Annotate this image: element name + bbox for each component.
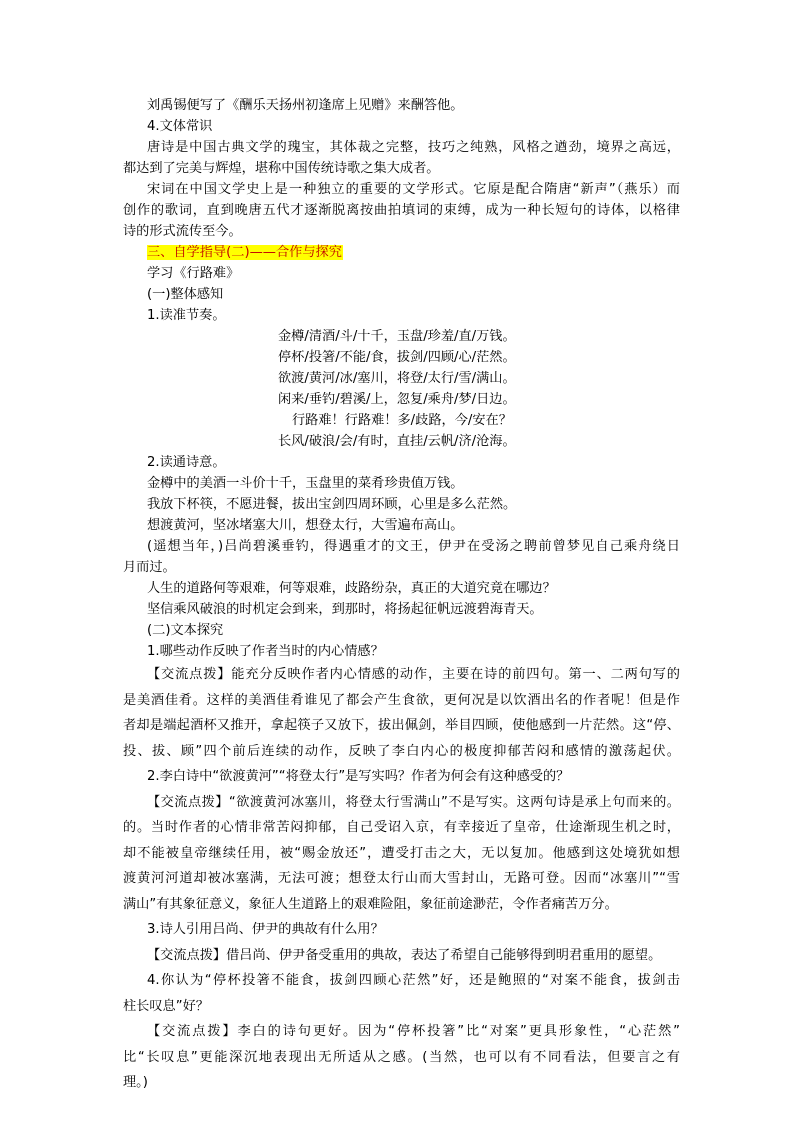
highlighted-heading: 三、自学指导(二)——合作与探究 bbox=[147, 245, 342, 260]
answer-line: 却不能被皇帝继续任用，被“赐金放还”，遭受打击之大，无以复加。他感到这处境犹如想 bbox=[123, 845, 680, 861]
section-heading: (一)整体感知 bbox=[147, 287, 224, 302]
question-line: 3.诗人引用吕尚、伊尹的典故有什么用？ bbox=[147, 922, 384, 937]
paragraph-line: 刘禹锡便写了《酬乐天扬州初逢席上见赠》来酬答他。 bbox=[147, 98, 464, 113]
poem-line: 闲来/垂钓/碧溪/上，忽复/乘舟/梦/日边。 bbox=[278, 392, 516, 407]
answer-line: 者却是端起酒杯又推开，拿起筷子又放下，拔出佩剑，举目四顾，使他感到一片茫然。这“停、 bbox=[123, 718, 680, 733]
section-heading: 2.读通诗意。 bbox=[147, 455, 226, 470]
question-line: 柱长叹息”好？ bbox=[123, 998, 209, 1014]
paragraph-line: (遥想当年，)吕尚碧溪垂钓，得遇重才的文王，伊尹在受汤之聘前曾梦见自己乘舟绕日 bbox=[147, 539, 680, 554]
paragraph-line: 宋词在中国文学史上是一种独立的重要的文学形式。它原是配合隋唐“新声”（燕乐）而 bbox=[147, 182, 680, 197]
paragraph-line: 唐诗是中国古典文学的瑰宝，其体裁之完整，技巧之纯熟，风格之遒劲，境界之高远， bbox=[147, 140, 680, 155]
answer-line: 理。) bbox=[123, 1075, 148, 1090]
paragraph-line: 诗的形式流传至今。 bbox=[123, 224, 242, 239]
section-heading: 4.文体常识 bbox=[147, 119, 213, 134]
paragraph-line: 想渡黄河，坚冰堵塞大川，想登太行，大雪遍布高山。 bbox=[147, 518, 464, 533]
section-heading: 1.读准节奏。 bbox=[147, 308, 226, 323]
paragraph-line: 月而过。 bbox=[123, 560, 176, 575]
question-line: 2.李白诗中“欲渡黄河”“将登太行”是写实吗？作者为何会有这种感受的？ bbox=[147, 769, 570, 784]
answer-line: 渡黄河河道却被冰塞满，无法可渡；想登太行山而大雪封山，无路可登。因而“冰塞川”“雪 bbox=[123, 871, 680, 886]
answer-line: 比“长叹息”更能深沉地表现出无所适从之感。(当然，也可以有不同看法，但要言之有 bbox=[123, 1049, 680, 1065]
paragraph-line: 金樽中的美酒一斗价十千，玉盘里的菜肴珍贵值万钱。 bbox=[147, 476, 464, 491]
answer-line: 【交流点拨】能充分反映作者内心情感的动作，主要在诗的前四句。第一、二两句写的 bbox=[147, 667, 680, 682]
paragraph-line: 我放下杯筷，不愿进餐，拔出宝剑四周环顾，心里是多么茫然。 bbox=[147, 497, 517, 512]
poem-line: 金樽/清酒/斗/十千，玉盘/珍羞/直/万钱。 bbox=[278, 329, 516, 344]
answer-line: 【交流点拨】借吕尚、伊尹备受重用的典故，表达了希望自己能够得到明君重用的愿望。 bbox=[147, 947, 662, 963]
answer-line: 投、拔、顾”四个前后连续的动作，反映了李白内心的极度抑郁苦闷和感情的激荡起伏。 bbox=[123, 743, 680, 759]
highlighted-heading-row bbox=[123, 242, 680, 263]
poem-line: 行路难！行路难！多/歧路，今/安在？ bbox=[292, 413, 512, 428]
paragraph-line: 都达到了完美与辉煌，堪称中国传统诗歌之集大成者。 bbox=[123, 161, 440, 176]
paragraph-line: 人生的道路何等艰难，何等艰难，歧路纷杂，真正的大道究竟在哪边？ bbox=[147, 581, 556, 596]
section-heading: 学习《行路难》 bbox=[147, 266, 240, 281]
paragraph-line: 创作的歌词，直到晚唐五代才逐渐脱离按曲拍填词的束缚，成为一种长短句的诗体，以格律 bbox=[123, 203, 680, 218]
poem-line: 停杯/投箸/不能/食，拔剑/四顾/心/茫然。 bbox=[278, 350, 516, 365]
question-line: 4.你认为“停杯投箸不能食，拔剑四顾心茫然”好，还是鲍照的“对案不能食，拔剑击 bbox=[147, 973, 680, 988]
answer-line: 满山”有其象征意义，象征人生道路上的艰难险阻，象征前途渺茫，令作者痛苦万分。 bbox=[123, 896, 618, 912]
paragraph-line: 坚信乘风破浪的时机定会到来，到那时，将扬起征帆远渡碧海青天。 bbox=[147, 602, 543, 617]
answer-line: 的。当时作者的心情非常苦闷抑郁，自己受诏入京，有幸接近了皇帝，仕途渐现生机之时， bbox=[123, 820, 680, 835]
poem-line: 欲渡/黄河/冰/塞川，将登/太行/雪/满山。 bbox=[278, 371, 516, 386]
question-line: 1.哪些动作反映了作者当时的内心情感？ bbox=[147, 644, 384, 659]
answer-line: 【交流点拨】“欲渡黄河冰塞川，将登太行雪满山”不是写实。这两句诗是承上句而来的。 bbox=[147, 794, 680, 810]
poem-line: 长风/破浪/会/有时，直挂/云帆/济/沧海。 bbox=[278, 434, 516, 449]
document-body bbox=[123, 95, 680, 1096]
answer-line: 是美酒佳肴。这样的美酒佳肴谁见了都会产生食欲，更何况是以饮酒出名的作者呢！但是作 bbox=[123, 692, 680, 708]
section-heading: (二)文本探究 bbox=[147, 623, 224, 638]
answer-line: 【交流点拨】李白的诗句更好。因为“停杯投箸”比“对案”更具形象性，“心茫然” bbox=[147, 1024, 680, 1039]
